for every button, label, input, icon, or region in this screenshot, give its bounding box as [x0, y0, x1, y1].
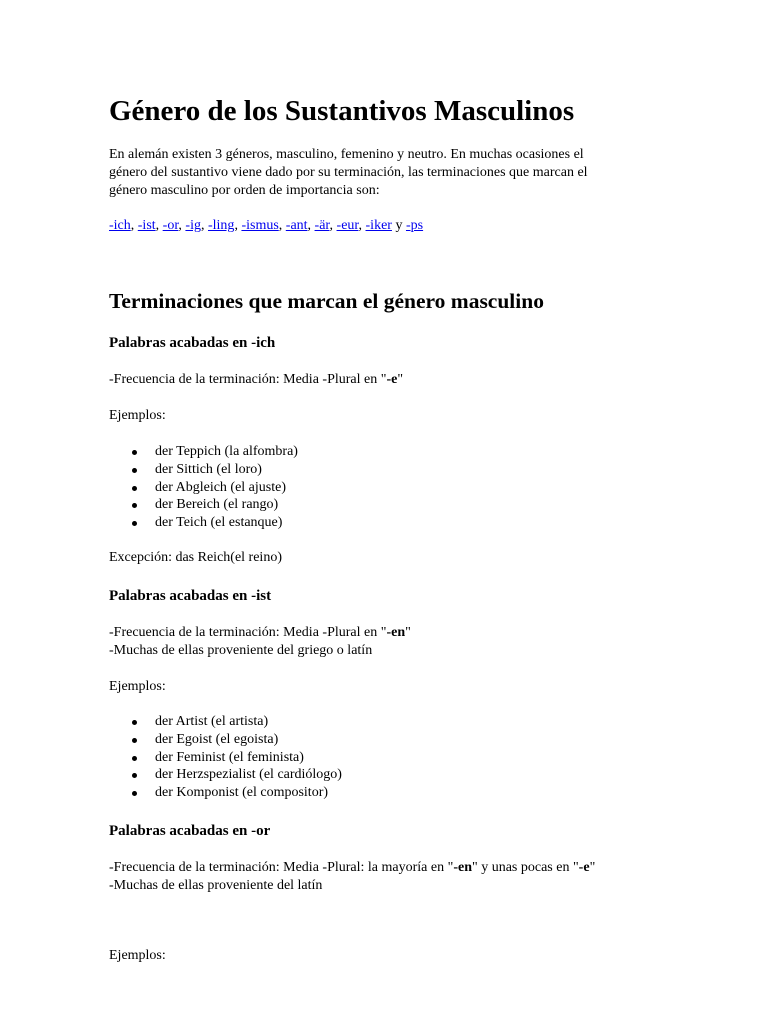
list-item	[109, 731, 342, 749]
bullet-icon	[132, 756, 137, 761]
frequency-text: " y unas pocas en "	[471, 860, 579, 875]
intro-line: En alemán existen 3 géneros, masculino, femenino y neutro. En muchas ocasiones el	[109, 147, 584, 162]
bullet-icon	[132, 720, 137, 725]
examples-label: Ejemplos:	[109, 948, 166, 963]
ending-link-ant[interactable]: -ant	[285, 218, 308, 233]
group-heading-ich: Palabras acabadas en -ich	[109, 335, 276, 351]
frequency-text: "	[397, 372, 404, 387]
exception-line: Excepción: das Reich(el reino)	[109, 550, 282, 565]
intro-line: género masculino por orden de importancia son:	[109, 183, 380, 198]
ending-link-eur[interactable]: -eur	[336, 218, 359, 233]
bullet-icon	[132, 791, 137, 796]
intro-line: género del sustantivo viene dado por su terminación, las terminaciones que marcan el	[109, 165, 588, 180]
plural-ending: -e	[578, 860, 590, 875]
bullet-icon	[132, 450, 137, 455]
conjunction: y	[395, 218, 403, 233]
intro-paragraph	[109, 146, 588, 200]
example-text: der Bereich (el rango)	[155, 497, 279, 513]
list-item	[109, 479, 298, 497]
ending-link-or[interactable]: -or	[162, 218, 179, 233]
separator: ,	[178, 218, 186, 233]
frequency-line	[109, 624, 411, 642]
frequency-text: -Frecuencia de la terminación: Media -Plural en "	[109, 372, 387, 387]
frequency-text: -Frecuencia de la terminación: Media -Plural: la mayoría en "	[109, 860, 454, 875]
ending-link-ling[interactable]: -ling	[207, 218, 235, 233]
ending-link-ig[interactable]: -ig	[185, 218, 201, 233]
frequency-line	[109, 859, 595, 877]
separator: ,	[307, 218, 315, 233]
bullet-icon	[132, 521, 137, 526]
examples-label: Ejemplos:	[109, 679, 166, 694]
separator: ,	[155, 218, 163, 233]
example-text: der Sittich (el loro)	[155, 461, 262, 477]
example-text: der Artist (el artista)	[155, 714, 269, 729]
examples-label: Ejemplos:	[109, 408, 166, 423]
separator: ,	[329, 218, 337, 233]
frequency-text: -Frecuencia de la terminación: Media -Plural en "	[109, 625, 387, 640]
ending-link-ismus[interactable]: -ismus	[241, 218, 279, 233]
note-line: -Muchas de ellas proveniente del latín	[109, 878, 323, 893]
example-text: der Feminist (el feminista)	[155, 749, 304, 765]
list-item	[109, 443, 298, 461]
separator: ,	[130, 218, 138, 233]
frequency-line	[109, 371, 403, 389]
ending-link-ist[interactable]: -ist	[137, 218, 156, 233]
list-item	[109, 461, 298, 479]
example-text: der Abgleich (el ajuste)	[155, 479, 287, 495]
example-text: der Teppich (la alfombra)	[155, 444, 298, 459]
list-item	[109, 749, 342, 767]
separator: ,	[200, 218, 208, 233]
note-line: -Muchas de ellas proveniente del griego o latín	[109, 643, 373, 658]
ending-link-ps[interactable]: -ps	[405, 218, 424, 233]
example-text: der Herzspezialist (el cardiólogo)	[155, 767, 342, 783]
group-heading-ist: Palabras acabadas en -ist	[109, 588, 272, 604]
bullet-icon	[132, 468, 137, 473]
bullet-icon	[132, 773, 137, 778]
ending-link-ich[interactable]: -ich	[109, 218, 131, 233]
bullet-icon	[132, 738, 137, 743]
bullet-icon	[132, 503, 137, 508]
plural-ending: -en	[386, 625, 406, 640]
frequency-text: "	[589, 860, 596, 875]
example-text: der Komponist (el compositor)	[155, 785, 329, 801]
section-title: Terminaciones que marcan el género masculino	[109, 289, 544, 313]
list-item	[109, 514, 298, 532]
bullet-icon	[132, 486, 137, 491]
ending-link-iker[interactable]: -iker	[365, 218, 392, 233]
page-title: Género de los Sustantivos Masculinos	[109, 95, 575, 127]
examples-list-ist	[109, 713, 342, 802]
separator: ,	[234, 218, 242, 233]
ending-link-ar[interactable]: -är	[314, 218, 330, 233]
examples-list-ich	[109, 443, 298, 532]
list-item	[109, 766, 342, 784]
list-item	[109, 784, 342, 802]
example-text: der Egoist (el egoista)	[155, 731, 279, 747]
separator: ,	[358, 218, 366, 233]
plural-ending: -e	[386, 372, 398, 387]
separator: ,	[278, 218, 286, 233]
frequency-text: "	[405, 625, 411, 640]
example-text: der Teich (el estanque)	[155, 515, 283, 531]
plural-ending: -en	[453, 860, 472, 875]
list-item	[109, 713, 342, 731]
endings-list	[109, 217, 423, 235]
group-heading-or: Palabras acabadas en -or	[109, 823, 271, 839]
list-item	[109, 496, 298, 514]
